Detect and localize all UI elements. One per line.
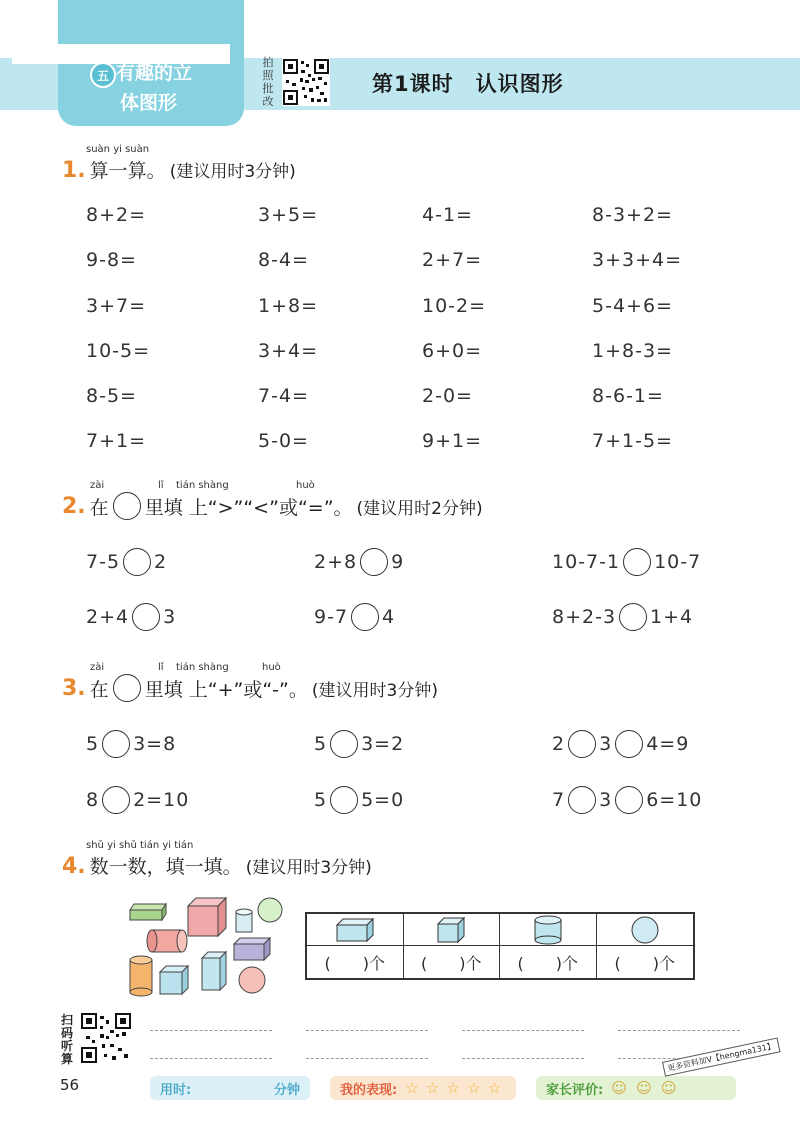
operand: 2 bbox=[552, 733, 566, 755]
section2-pinyin-tianshang: tián shàng bbox=[176, 480, 229, 491]
performance-label: 我的表现: bbox=[340, 1082, 398, 1098]
operator-item bbox=[86, 730, 176, 758]
section3-pinyin-huo: huò bbox=[262, 662, 281, 673]
unit-badge: 五 bbox=[90, 62, 116, 88]
star-rating-icons[interactable]: ☆ ☆ ☆ ☆ ☆ bbox=[405, 1079, 503, 1097]
section1-note: (建议用时3分钟) bbox=[169, 162, 296, 182]
section2-mid: 里填 上“>”“<”或“=”。 bbox=[144, 496, 353, 519]
section3-pinyin-li: lǐ bbox=[158, 662, 164, 673]
compare-left: 10-7-1 bbox=[552, 551, 621, 573]
compare-right: 3 bbox=[163, 606, 177, 628]
problem: 10-2= bbox=[422, 295, 487, 317]
parent-label: 家长评价: bbox=[546, 1082, 604, 1098]
operand: 5 bbox=[86, 733, 100, 755]
operand: 7 bbox=[552, 789, 566, 811]
smiley-face-icons[interactable]: ☺ ☺ ☺ bbox=[611, 1079, 679, 1097]
problem: 8-4= bbox=[258, 249, 309, 271]
cube-count-cell[interactable]: ( )个 bbox=[404, 946, 501, 978]
compare-item bbox=[86, 603, 176, 631]
watermark-tag: 更多资料加V【hengma131】 bbox=[662, 1038, 780, 1077]
problem: 5-0= bbox=[258, 430, 309, 452]
section3-pinyin-tianshang: tián shàng bbox=[176, 662, 229, 673]
answer-circle[interactable] bbox=[330, 786, 358, 814]
operand: 2=10 bbox=[133, 789, 190, 811]
operator-item bbox=[552, 786, 702, 814]
operator-item bbox=[552, 730, 689, 758]
compare-item bbox=[86, 548, 167, 576]
operand: 8 bbox=[86, 789, 100, 811]
compare-right: 1+4 bbox=[650, 606, 694, 628]
section4-number: 4. bbox=[62, 854, 86, 879]
section2-pinyin-zai: zài bbox=[90, 480, 105, 491]
listen-qr-code-icon[interactable] bbox=[80, 1012, 132, 1068]
cylinder-icon bbox=[533, 915, 563, 945]
answer-line bbox=[150, 1030, 272, 1031]
section1-heading bbox=[62, 156, 296, 183]
compare-right: 10-7 bbox=[654, 551, 702, 573]
answer-circle[interactable] bbox=[102, 786, 130, 814]
section3-heading bbox=[62, 674, 438, 702]
problem: 6+0= bbox=[422, 340, 483, 362]
compare-left: 9-7 bbox=[314, 606, 349, 628]
cube-icon bbox=[436, 916, 466, 944]
operand: 5=0 bbox=[361, 789, 405, 811]
section2-heading bbox=[62, 492, 483, 520]
cylinder-count-cell[interactable]: ( )个 bbox=[500, 946, 597, 978]
sphere-count-cell[interactable]: ( )个 bbox=[614, 953, 675, 973]
section2-pinyin-li: lǐ bbox=[158, 480, 164, 491]
compare-item bbox=[314, 548, 404, 576]
section2-number: 2. bbox=[62, 493, 86, 519]
operator-item bbox=[314, 786, 404, 814]
problem: 8+2= bbox=[86, 204, 147, 226]
problem: 9+1= bbox=[422, 430, 483, 452]
answer-circle[interactable] bbox=[619, 603, 647, 631]
operator-item bbox=[314, 730, 404, 758]
compare-item bbox=[552, 603, 693, 631]
section3-mid: 里填 上“+”或“-”。 bbox=[144, 678, 308, 701]
compare-right: 4 bbox=[382, 606, 396, 628]
compare-left: 7-5 bbox=[86, 551, 121, 573]
section4-note: (建议用时3分钟) bbox=[245, 858, 372, 878]
time-spent-field[interactable] bbox=[150, 1076, 310, 1100]
answer-circle[interactable] bbox=[330, 730, 358, 758]
section3-pinyin-zai: zài bbox=[90, 662, 105, 673]
unit-title-line1: 有趣的立 bbox=[116, 62, 193, 84]
qr-code-icon[interactable] bbox=[282, 58, 330, 110]
page-number: 56 bbox=[60, 1076, 80, 1094]
operand: 3 bbox=[599, 733, 613, 755]
lesson-title: 第1课时 认识图形 bbox=[372, 72, 564, 96]
answer-line bbox=[462, 1030, 584, 1031]
compare-right: 9 bbox=[391, 551, 405, 573]
answer-circle[interactable] bbox=[615, 730, 643, 758]
section3-pre: 在 bbox=[89, 678, 109, 701]
operand: 6=10 bbox=[646, 789, 703, 811]
performance-rating bbox=[330, 1076, 516, 1100]
problem: 3+3+4= bbox=[592, 249, 683, 271]
problem: 7+1= bbox=[86, 430, 147, 452]
compare-right: 2 bbox=[154, 551, 168, 573]
section1-pinyin: suàn yi suàn bbox=[86, 144, 150, 155]
section4-heading bbox=[62, 852, 372, 879]
sphere-icon bbox=[630, 915, 660, 945]
problem: 8-6-1= bbox=[592, 385, 664, 407]
section4-pinyin: shǔ yi shǔ tián yi tián bbox=[86, 840, 194, 851]
answer-line bbox=[462, 1058, 584, 1059]
operand: 3=2 bbox=[361, 733, 405, 755]
problem: 3+7= bbox=[86, 295, 147, 317]
unit-title-line2: 体图形 bbox=[120, 92, 178, 114]
compare-left: 2+8 bbox=[314, 551, 358, 573]
time-unit: 分钟 bbox=[273, 1082, 300, 1098]
problem: 5-4+6= bbox=[592, 295, 673, 317]
answer-line bbox=[306, 1030, 428, 1031]
section2-pre: 在 bbox=[89, 496, 109, 519]
problem: 1+8= bbox=[258, 295, 319, 317]
cuboid-cell bbox=[307, 914, 404, 946]
sphere-cell bbox=[597, 914, 694, 946]
answer-circle[interactable] bbox=[623, 548, 651, 576]
problem: 10-5= bbox=[86, 340, 151, 362]
cylinder-cell bbox=[500, 914, 597, 946]
problem: 9-8= bbox=[86, 249, 137, 271]
answer-circle[interactable] bbox=[132, 603, 160, 631]
operand: 5 bbox=[314, 789, 328, 811]
answer-circle[interactable] bbox=[123, 548, 151, 576]
problem: 4-1= bbox=[422, 204, 473, 226]
compare-left: 2+4 bbox=[86, 606, 130, 628]
problem: 3+4= bbox=[258, 340, 319, 362]
parent-evaluation bbox=[536, 1076, 736, 1100]
operator-item bbox=[86, 786, 189, 814]
problem: 7-4= bbox=[258, 385, 309, 407]
section2-note: (建议用时2分钟) bbox=[356, 498, 483, 519]
qr-label: 拍照批改 bbox=[262, 56, 274, 108]
scan-label: 扫码听算 bbox=[60, 1013, 73, 1066]
cube-cell bbox=[404, 914, 501, 946]
problem: 3+5= bbox=[258, 204, 319, 226]
section1-title: 算一算。 bbox=[89, 160, 166, 182]
problem: 2+7= bbox=[422, 249, 483, 271]
shape-count-table bbox=[305, 912, 695, 980]
answer-circle bbox=[113, 492, 141, 520]
answer-line bbox=[618, 1030, 740, 1031]
answer-circle[interactable] bbox=[568, 730, 596, 758]
answer-circle[interactable] bbox=[360, 548, 388, 576]
section3-number: 3. bbox=[62, 675, 86, 701]
answer-circle[interactable] bbox=[102, 730, 130, 758]
answer-line bbox=[306, 1058, 428, 1059]
answer-circle bbox=[113, 674, 141, 702]
problem: 8-5= bbox=[86, 385, 137, 407]
operand: 3=8 bbox=[133, 733, 177, 755]
answer-circle[interactable] bbox=[351, 603, 379, 631]
problem: 8-3+2= bbox=[592, 204, 673, 226]
section4-title: 数一数，填一填。 bbox=[89, 856, 242, 878]
cuboid-icon bbox=[335, 917, 375, 943]
operand: 3 bbox=[599, 789, 613, 811]
answer-circle[interactable] bbox=[615, 786, 643, 814]
problem: 1+8-3= bbox=[592, 340, 673, 362]
cuboid-count-cell[interactable]: ( )个 bbox=[307, 946, 404, 978]
answer-line bbox=[150, 1058, 272, 1059]
time-label: 用时: bbox=[160, 1082, 192, 1098]
section3-note: (建议用时3分钟) bbox=[311, 680, 438, 701]
section1-number: 1. bbox=[62, 158, 86, 183]
operand: 4=9 bbox=[646, 733, 690, 755]
shapes-illustration bbox=[126, 892, 296, 1008]
problem: 2-0= bbox=[422, 385, 473, 407]
compare-item bbox=[552, 548, 701, 576]
section2-pinyin-huo: huò bbox=[296, 480, 315, 491]
compare-left: 8+2-3 bbox=[552, 606, 617, 628]
answer-circle[interactable] bbox=[568, 786, 596, 814]
problem: 7+1-5= bbox=[592, 430, 673, 452]
operand: 5 bbox=[314, 733, 328, 755]
compare-item bbox=[314, 603, 395, 631]
